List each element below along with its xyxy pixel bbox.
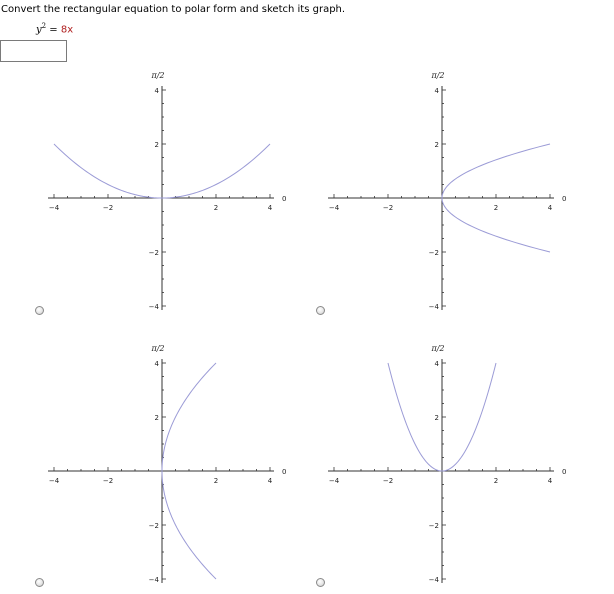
x-tick-label: −2 (382, 477, 394, 485)
y-tick-label: 4 (154, 360, 159, 368)
equation-equals: = (46, 24, 61, 36)
x-tick-label: −2 (102, 204, 114, 212)
answer-input[interactable] (0, 40, 67, 62)
equation-lhs-var: y (36, 24, 42, 36)
y-tick-label: −2 (428, 249, 439, 257)
question-prompt: Convert the rectangular equation to polar form and sketch its graph. (1, 4, 346, 15)
y-tick-label: −4 (428, 303, 439, 311)
option-graph-a (38, 68, 288, 318)
option-radio-b[interactable] (316, 306, 325, 315)
y-tick-label: 4 (434, 360, 439, 368)
axis-title-pi-over-2: π/2 (431, 71, 445, 80)
x-tick-label: 2 (213, 477, 219, 485)
x-tick-label: −4 (48, 477, 60, 485)
y-tick-label: −2 (148, 522, 159, 530)
x-tick-label: 4 (547, 477, 553, 485)
axis-title-pi-over-2: π/2 (431, 344, 445, 353)
x-tick-label: −4 (328, 204, 340, 212)
axis-title-pi-over-2: π/2 (151, 71, 165, 80)
axis-label-zero: 0 (282, 468, 287, 476)
equation-rhs: 8x (60, 24, 74, 36)
x-tick-label: 4 (547, 204, 553, 212)
polar-plot-d (318, 341, 568, 591)
x-tick-label: −2 (102, 477, 114, 485)
polar-plot-c (38, 341, 288, 591)
axis-title-pi-over-2: π/2 (151, 344, 165, 353)
option-radio-c[interactable] (35, 578, 44, 587)
x-tick-label: 4 (267, 477, 273, 485)
y-tick-label: 2 (154, 414, 159, 422)
y-tick-label: −2 (428, 522, 439, 530)
question-equation (36, 20, 73, 36)
option-graph-b (318, 68, 568, 318)
y-tick-label: 2 (154, 141, 159, 149)
y-tick-label: −2 (148, 249, 159, 257)
y-tick-label: 4 (154, 87, 159, 95)
axis-label-zero: 0 (282, 195, 287, 203)
y-tick-label: −4 (148, 576, 159, 584)
x-tick-label: 2 (493, 204, 499, 212)
axis-label-zero: 0 (562, 195, 567, 203)
axis-label-zero: 0 (562, 468, 567, 476)
x-tick-label: −4 (328, 477, 340, 485)
option-graph-c (38, 341, 288, 591)
y-tick-label: 4 (434, 87, 439, 95)
x-tick-label: −4 (48, 204, 60, 212)
y-tick-label: 2 (434, 141, 439, 149)
option-graph-d (318, 341, 568, 591)
polar-plot-b (318, 68, 568, 318)
option-radio-a[interactable] (35, 306, 44, 315)
x-tick-label: −2 (382, 204, 394, 212)
x-tick-label: 4 (267, 204, 273, 212)
equation-lhs-exponent: 2 (41, 22, 47, 30)
x-tick-label: 2 (493, 477, 499, 485)
option-radio-d[interactable] (316, 578, 325, 587)
y-tick-label: −4 (428, 576, 439, 584)
x-tick-label: 2 (213, 204, 219, 212)
polar-plot-a (38, 68, 288, 318)
y-tick-label: 2 (434, 414, 439, 422)
y-tick-label: −4 (148, 303, 159, 311)
